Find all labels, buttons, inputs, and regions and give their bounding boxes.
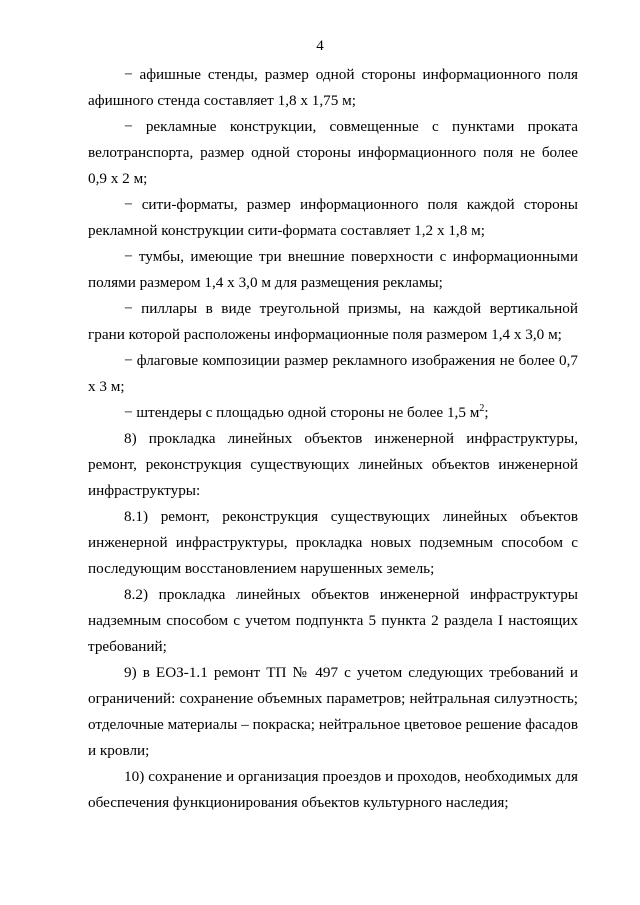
paragraph-pillars: − пиллары в виде треугольной призмы, на каждой вертикальной грани которой расположены информационные поля размером 1,4 х 3,0 м; xyxy=(88,300,578,343)
paragraph-city-formats: − сити-форматы, размер информационного поля каждой стороны рекламной конструкции сити-формата составляет 1,2 х 1,8 м; xyxy=(88,196,578,239)
paragraph-flag-compositions: − флаговые композиции размер рекламного изображения не более 0,7 х 3 м; xyxy=(88,352,578,395)
shtender-text: − штендеры с площадью одной стороны не более 1,5 м xyxy=(124,404,480,421)
shtender-superscript: 2 xyxy=(479,403,485,414)
shtender-end: ; xyxy=(484,404,489,421)
paragraph-pedestals: − тумбы, имеющие три внешние поверхности с информационными полями размером 1,4 х 3,0 м для размещения рекламы; xyxy=(88,248,578,291)
paragraph-item-10: 10) сохранение и организация проездов и проходов, необходимых для обеспечения функционирования объектов культурного наследия; xyxy=(88,768,578,811)
paragraph-item-9: 9) в ЕОЗ-1.1 ремонт ТП № 497 с учетом следующих требований и ограничений: сохранение объемных параметров; нейтральная силуэтность; отделочные материалы – покраска; нейтральное цветовое решение фасадов и кровли; xyxy=(88,664,578,759)
paragraph-item-8-2: 8.2) прокладка линейных объектов инженерной инфраструктуры надземным способом с учетом подпункта 5 пункта 2 раздела I настоящих требований; xyxy=(88,586,578,655)
paragraph-shtenders xyxy=(88,400,578,426)
paragraph-bike-rental-structures: − рекламные конструкции, совмещенные с пунктами проката велотранспорта, размер одной стороны информационного поля не более 0,9 х 2 м; xyxy=(88,118,578,187)
paragraph-item-8-1: 8.1) ремонт, реконструкция существующих линейных объектов инженерной инфраструктуры, прокладка новых подземным способом с последующим восстановлением нарушенных земель; xyxy=(88,508,578,577)
page-number: 4 xyxy=(316,38,324,54)
paragraph-item-8: 8) прокладка линейных объектов инженерной инфраструктуры, ремонт, реконструкция существующих линейных объектов инженерной инфраструктуры: xyxy=(88,430,578,499)
document-body xyxy=(88,62,578,816)
paragraph-billboard-stands: − афишные стенды, размер одной стороны информационного поля афишного стенда составляет 1,8 х 1,75 м; xyxy=(88,66,578,109)
